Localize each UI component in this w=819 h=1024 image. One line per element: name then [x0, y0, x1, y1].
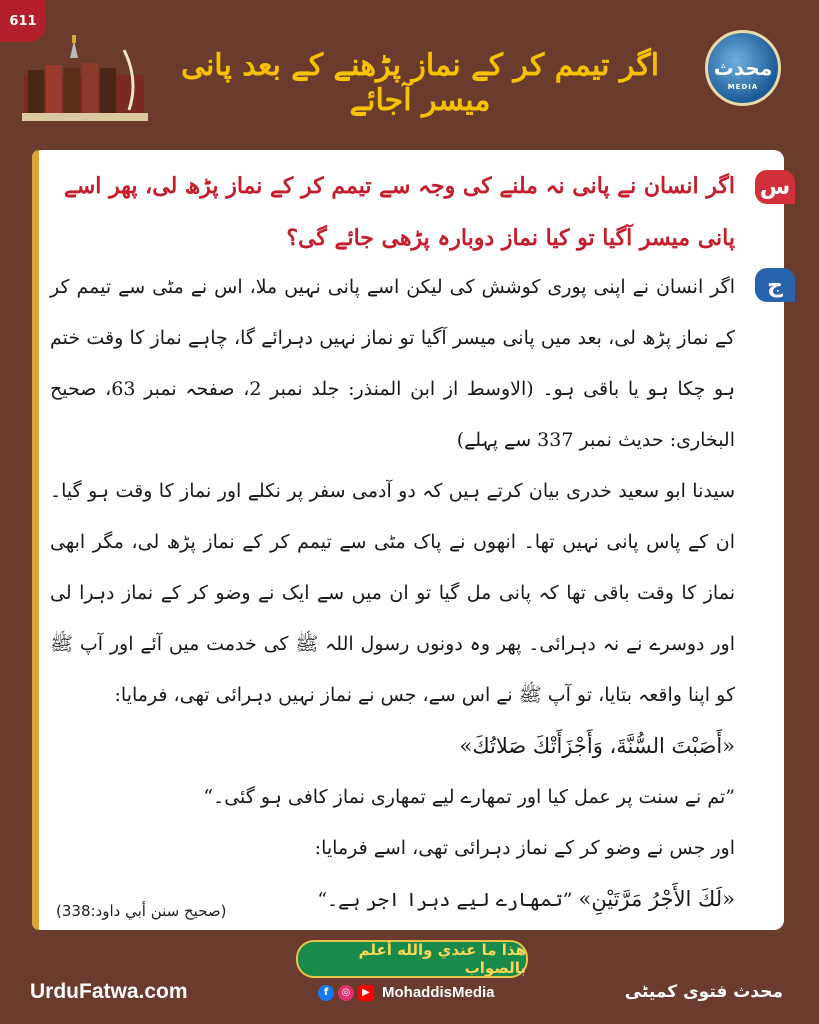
- hadith-quote-1: «أَصَبْتَ السُّنَّةَ، وَأَجْزَأَتْكَ صَلاتُكَ»: [459, 734, 735, 758]
- page-number: 611: [0, 0, 46, 42]
- facebook-icon[interactable]: f: [318, 985, 334, 1001]
- books-illustration: [14, 30, 154, 130]
- closing-badge: هذا ما عندي والله أعلم بالصواب: [296, 940, 528, 978]
- hadith-translation-1: ”تم نے سنت پر عمل کیا اور تمھارے لیے تمھاری نماز کافی ہو گئی۔“: [203, 786, 735, 808]
- committee-name: محدث فتوی کمیٹی: [624, 982, 783, 1002]
- hadith-line-2: «لَكَ الأَجْرُ مَرَّتَيْنِ» ”تمھارے لیے دہرا اجر ہے۔“: [317, 887, 735, 911]
- youtube-icon[interactable]: ▶: [358, 985, 374, 1001]
- social-handle: MohaddisMedia: [382, 984, 495, 1001]
- question-marker: س: [755, 170, 795, 204]
- question-text: اگر انسان نے پانی نہ ملنے کی وجہ سے تیمم کر کے نماز پڑھ لی، پھر اسے پانی میسر آگیا تو کیا نماز دوبارہ پڑھی جائے گی؟: [63, 173, 735, 251]
- hadith-reference: (صحيح سنن أبي داود:338): [56, 902, 227, 920]
- social-links: [318, 984, 495, 1001]
- card-accent: [32, 150, 39, 930]
- mohaddis-logo: محدث MEDIA: [705, 30, 781, 106]
- answer-body: [50, 262, 735, 926]
- answer-paragraph-3: اور جس نے وضو کر کے نماز دہرائی تھی، اسے فرمایا:: [314, 837, 735, 859]
- website-link[interactable]: UrduFatwa.com: [30, 980, 188, 1003]
- instagram-icon[interactable]: ◎: [338, 985, 354, 1001]
- answer-paragraph-2: سیدنا ابو سعید خدری بیان کرتے ہیں کہ دو آدمی سفر پر نکلے اور نماز کا وقت ہو گیا۔ ان کے پاس پانی نہیں تھا۔ انھوں نے پاک مٹی سے تیمم کر کے نماز پڑھ لی، مگر ابھی نماز کا وقت باقی تھا کہ پانی مل گیا تو ان میں سے ایک نے وضو کر کے نماز دہرا لی اور دوسرے نے نہ دہرائی۔ پھر وہ دونوں رسول اللہ ﷺ کی خدمت میں آئے اور آپ ﷺ کو اپنا واقعہ بتایا، تو آپ ﷺ نے اس سے، جس نے نماز نہیں دہرائی تھی، فرمایا:: [50, 480, 735, 706]
- page-title: اگر تیمم کر کے نماز پڑھنے کے بعد پانی میسر آجائے: [180, 48, 660, 118]
- answer-marker: ج: [755, 268, 795, 302]
- answer-paragraph-1: اگر انسان نے اپنی پوری کوشش کی لیکن اسے پانی نہیں ملا، اس نے مٹی سے تیمم کر کے نماز پڑھ لی، بعد میں پانی میسر آگیا تو نماز نہیں دہرائے گا، چاہے نماز کا وقت ختم ہو چکا ہو یا باقی ہو۔ (الاوسط از ابن المنذر: جلد نمبر 2، صفحہ نمبر 63، صحیح البخاری: حدیث نمبر 337 سے پہلے): [50, 276, 736, 451]
